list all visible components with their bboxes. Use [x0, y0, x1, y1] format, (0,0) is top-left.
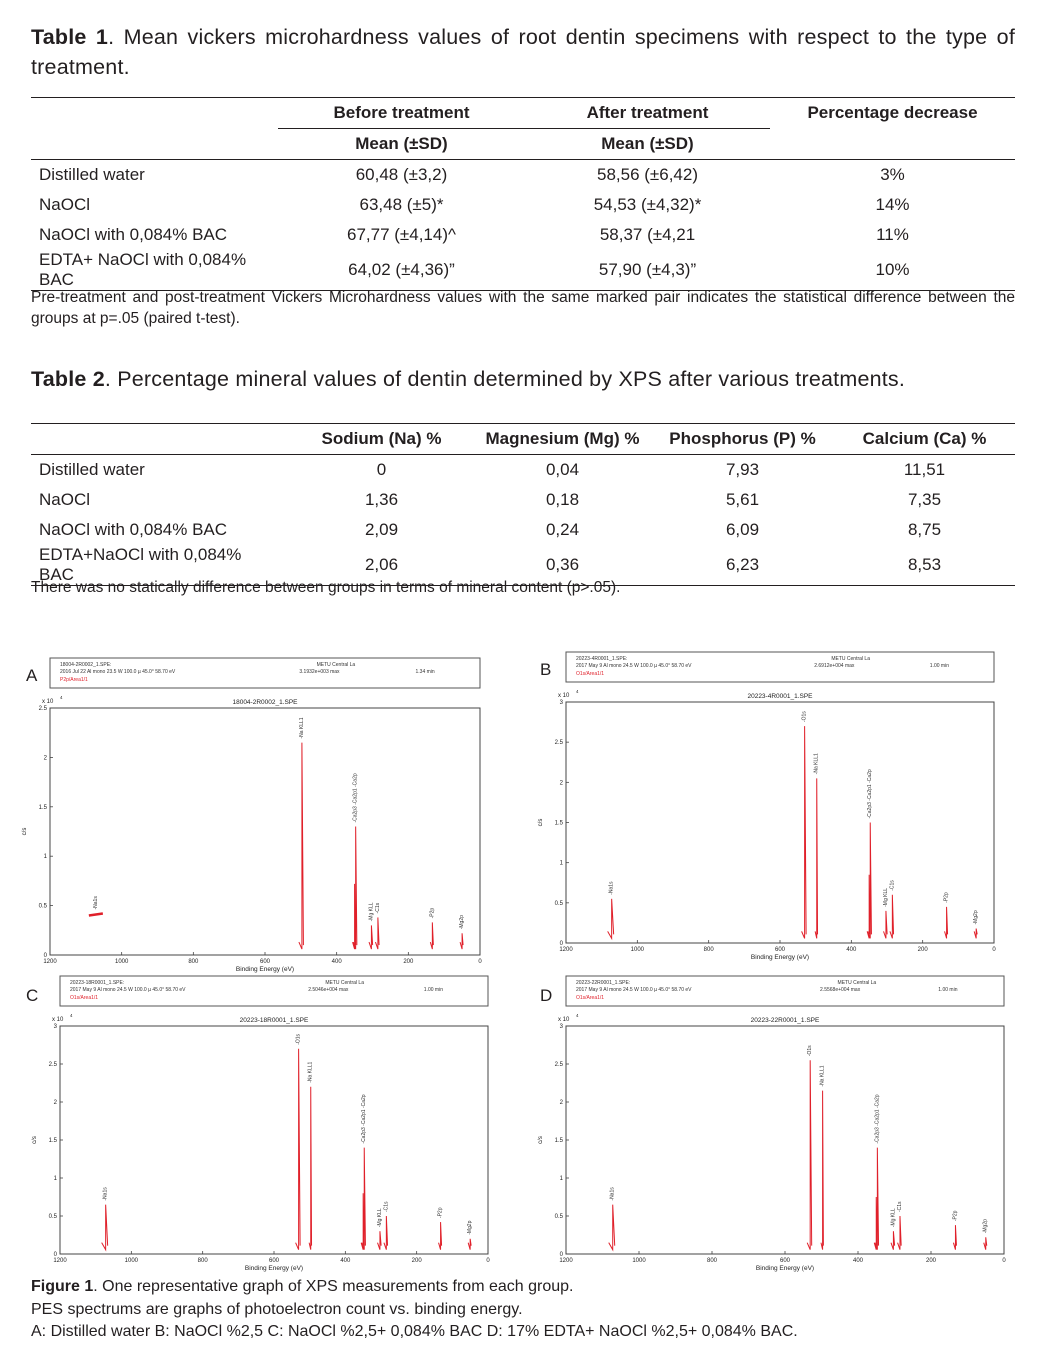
panel-b-info-region: O1s/Area1/1	[576, 671, 605, 677]
xps-spectrum-d	[538, 974, 1020, 1276]
table1-cell-group: NaOCl	[39, 195, 91, 214]
panel-d-plot-frame	[566, 1026, 1004, 1254]
panel-d-peak-label-p2p: -P2p	[952, 1210, 959, 1222]
table2-cell-ca: 8,53	[907, 555, 942, 574]
table2-cell-mg: 0,04	[545, 460, 580, 479]
panel-c-peak-label-o1s: -O1s	[295, 1033, 302, 1045]
table2-cell-mg: 0,24	[545, 520, 580, 539]
table2-header-ca: Calcium (Ca) %	[862, 429, 987, 448]
panel-d-peak-label-mgkll: -Mg KLL	[890, 1208, 897, 1228]
table2-caption: Table 2. Percentage mineral values of dentin determined by XPS after various treatments.	[31, 367, 906, 391]
table1-header-mean2: Mean (±SD)	[601, 134, 694, 153]
table2-header-row	[31, 424, 1015, 455]
panel-b-ytick-label: 1	[559, 860, 563, 867]
table1-row	[31, 190, 1015, 220]
panel-a-info-file: 18004-2R0002_1.SPE:	[60, 662, 112, 668]
table2-cell-ca: 8,75	[907, 520, 942, 539]
table2-cell-na: 2,06	[364, 555, 399, 574]
table1-cell-after: 58,56 (±6,42)	[596, 165, 698, 184]
panel-b-xtick-label: 0	[992, 947, 996, 953]
panel-c-peak-label-mgkll: -Mg KLL	[376, 1208, 383, 1228]
panel-c-ytick-label: 0	[53, 1252, 57, 1258]
panel-d-info-institution: METU Central La	[837, 980, 877, 986]
panel-d-xtick-label: 800	[706, 1258, 718, 1264]
panel-d-info-file: 20223-22R0001_1.SPE:	[576, 980, 631, 986]
panel-c-ylabel: c/s	[32, 1136, 38, 1144]
table2-cell-na: 0	[376, 460, 387, 479]
panel-a-info-max: 3.1932e+003 max	[299, 669, 340, 675]
table2-cell-group: EDTA+NaOCl with 0,084% BAC	[39, 545, 242, 584]
panel-d-xtick-label: 600	[779, 1258, 791, 1264]
table2-cell-ca: 7,35	[907, 490, 942, 509]
table1-cell-pct: 11%	[876, 225, 909, 244]
panel-b-peak-label-c1s: -C1s	[889, 880, 896, 891]
panel-d-info-date: 2017 May 9 Al mono 24.5 W 100.0 µ 45.0° 58.70 eV	[576, 987, 692, 993]
table1	[31, 97, 1015, 291]
panel-c-ytick-label: 0.5	[48, 1214, 57, 1220]
panel-d-ytick-label: 1	[559, 1176, 563, 1182]
panel-a-info-region: P2p/Area1/1	[60, 677, 88, 683]
panel-a-xtick-label: 800	[188, 959, 199, 965]
panel-a-plot-title: 18004-2R0002_1.SPE	[232, 699, 298, 706]
panel-d-exponent: x 10	[558, 1017, 570, 1023]
panel-c-ytick-label: 2.5	[48, 1062, 57, 1068]
panel-a-peak-label-mgkll: -Mg KLL	[368, 902, 375, 922]
panel-c-peak-label-c1s: -C1s	[383, 1201, 390, 1212]
panel-d-peak-label-o1s: -O1s	[807, 1045, 814, 1057]
panel-b-info-institution: METU Central La	[831, 656, 870, 662]
panel-d-xlabel: Binding Energy (eV)	[755, 1265, 815, 1272]
table1-cell-before: 63,48 (±5)*	[359, 195, 444, 214]
panel-b-ytick-label: 0	[559, 941, 563, 947]
table1-cell-pct: 3%	[880, 165, 905, 184]
panel-d-xtick-label: 200	[925, 1258, 937, 1264]
table1-header-mean1: Mean (±SD)	[355, 134, 448, 153]
panel-d-ytick-label: 1.5	[554, 1138, 563, 1144]
panel-b-info-max: 2.6912e+004 max	[814, 663, 855, 669]
panel-c-xlabel: Binding Energy (eV)	[244, 1265, 304, 1272]
panel-c-plot-title: 20223-18R0001_1.SPE	[239, 1017, 309, 1024]
panel-c-info-time: 1.00 min	[423, 987, 443, 993]
table1-cell-pct: 14%	[875, 195, 910, 214]
panel-c-xtick-label: 800	[197, 1258, 208, 1264]
panel-b-letter: B	[540, 660, 552, 679]
panel-b-peak-label-nakll: -Na KLL1	[813, 753, 820, 775]
xps-spectrum-a	[22, 656, 500, 976]
panel-b-xtick-label: 400	[846, 947, 857, 953]
table1-row	[31, 250, 1015, 291]
table2-cell-p: 6,09	[725, 520, 760, 539]
panel-a-peak-label-p2p: -P2p	[429, 907, 436, 919]
panel-b-xtick-label: 1000	[630, 947, 645, 953]
panel-c-xtick-label: 1200	[53, 1258, 67, 1264]
table2-cell-mg: 0,36	[545, 555, 580, 574]
panel-a-ytick-label: 0	[43, 953, 47, 959]
table2-cell-p: 7,93	[725, 460, 760, 479]
panel-a-ytick-label: 1	[43, 854, 47, 861]
table1-cell-before: 64,02 (±4,36)”	[348, 260, 455, 279]
panel-c-exponent-power: 4	[70, 1013, 73, 1018]
panel-d-ytick-label: 0	[559, 1252, 563, 1258]
panel-c-ytick-label: 1	[53, 1176, 57, 1182]
panel-a-peak-label-nakll: -Na KLL1	[298, 717, 305, 739]
table1-cell-group: NaOCl with 0,084% BAC	[39, 225, 228, 244]
panel-b-exponent: x 10	[558, 693, 570, 699]
panel-c-peak-label-p2p: -P2p	[437, 1207, 444, 1219]
table1-cell-after: 54,53 (±4,32)*	[593, 195, 702, 214]
panel-b-xtick-label: 600	[774, 947, 786, 953]
panel-b-ytick-label: 2.5	[554, 740, 563, 747]
panel-d-info-region: O1s/Area1/1	[576, 995, 605, 1001]
xps-spectrum-c	[32, 974, 505, 1276]
table1-note: Pre-treatment and post-treatment Vickers Microhardness values with the same marked pair indicates the statistical difference between the groups at p=.05 (paired t-test).	[31, 289, 1015, 327]
panel-a-letter: A	[26, 666, 38, 685]
figure-caption-line3: A: Distilled water B: NaOCl %2,5 C: NaOCl %2,5+ 0,084% BAC D: 17% EDTA+ NaOCl %2,5+ 0,084% BAC.	[31, 1323, 798, 1340]
table1-cell-group: EDTA+ NaOCl with 0,084% BAC	[39, 250, 247, 289]
panel-c-info-max: 2.5046e+004 max	[308, 987, 349, 993]
panel-a-xtick-label: 600	[259, 959, 271, 965]
panel-d-xtick-label: 1200	[559, 1258, 573, 1264]
panel-a-peak-label-c1s: -C1s	[374, 902, 381, 914]
panel-c-xtick-label: 200	[411, 1258, 422, 1264]
xps-spectrum-b	[538, 650, 1020, 965]
panel-b-peak-label-p2p: -P2p	[943, 892, 950, 903]
panel-b-ytick-label: 0.5	[554, 900, 563, 907]
panel-c-info-file: 20223-18R0001_1.SPE:	[70, 980, 125, 986]
panel-a-peak-label-na1s: -Na1s	[92, 896, 99, 910]
panel-c-ytick-label: 3	[53, 1024, 57, 1030]
panel-a-exponent: x 10	[42, 699, 54, 705]
panel-d-ytick-label: 2.5	[554, 1062, 563, 1068]
panel-b-peak-label-mg2p: -Mg2p	[973, 910, 980, 925]
table2-cell-na: 2,09	[364, 520, 399, 539]
panel-d-xtick-label: 400	[852, 1258, 864, 1264]
panel-d-peak-label-c1s: -C1s	[896, 1201, 903, 1212]
panel-a-ytick-label: 2.5	[38, 706, 47, 712]
panel-a-xtick-label: 200	[403, 959, 414, 965]
panel-b-xtick-label: 800	[703, 947, 714, 953]
panel-b-peak-label-o1s: -O1s	[801, 711, 808, 723]
panel-c-info-region: O1s/Area1/1	[70, 995, 99, 1001]
panel-a-ytick-label: 2	[43, 755, 47, 762]
table2-cell-group: NaOCl with 0,084% BAC	[39, 520, 228, 539]
panel-b-info-file: 20223-4R0001_1.SPE:	[576, 656, 628, 662]
panel-a-xtick-label: 0	[478, 959, 482, 965]
panel-b-peak-label-ca2p: -Ca2p3 -Ca2p1 -Ca2p	[867, 769, 874, 819]
panel-a-plot-frame	[50, 708, 480, 955]
panel-b-ytick-label: 2	[559, 780, 563, 787]
table2-cell-group: NaOCl	[39, 490, 91, 509]
table2-cell-ca: 11,51	[903, 460, 946, 479]
table1-header-after: After treatment	[525, 98, 770, 129]
table2-header-p: Phosphorus (P) %	[669, 429, 816, 448]
panel-b-plot-title: 20223-4R0001_1.SPE	[747, 693, 813, 700]
panel-c-letter: C	[26, 986, 39, 1005]
panel-c-ytick-label: 1.5	[48, 1138, 57, 1144]
panel-b-xlabel: Binding Energy (eV)	[750, 954, 810, 961]
table1-label: Table 1	[31, 25, 109, 49]
panel-c-plot-frame	[60, 1026, 488, 1254]
panel-a-xtick-label: 1200	[43, 959, 57, 965]
panel-b-peak-label-na1s: -Na1s	[608, 881, 615, 895]
panel-b-ytick-label: 1.5	[554, 820, 563, 827]
table2-cell-mg: 0,18	[545, 490, 580, 509]
table1-header-row	[31, 98, 1015, 129]
panel-c-xtick-label: 400	[340, 1258, 351, 1264]
panel-c-peak-label-ca2p: -Ca2p3 -Ca2p1 -Ca2p	[361, 1094, 368, 1144]
panel-c-xtick-label: 1000	[124, 1258, 139, 1264]
panel-b-xtick-label: 200	[917, 947, 928, 953]
panel-c-exponent: x 10	[52, 1017, 64, 1023]
panel-d-letter: D	[540, 986, 553, 1005]
panel-d-plot-title: 20223-22R0001_1.SPE	[750, 1017, 820, 1024]
panel-d-exponent-power: 4	[576, 1013, 579, 1018]
panel-b-peak-label-mgkll: -Mg KLL	[882, 887, 889, 907]
table1-cell-group: Distilled water	[39, 165, 145, 184]
panel-a-ytick-label: 0.5	[38, 903, 47, 910]
table2-note: There was no statically difference between groups in terms of mineral content (p>.05).	[31, 579, 621, 596]
table1-subheader-row	[31, 129, 1015, 160]
table1-cell-after: 57,90 (±4,3)”	[598, 260, 697, 279]
panel-a-peak-label-mg2p: -Mg2p	[459, 915, 466, 930]
panel-c-peak-label-mg2p: -Mg2p	[467, 1220, 474, 1235]
figure-label: Figure 1	[31, 1278, 94, 1295]
table2-header-na: Sodium (Na) %	[321, 429, 442, 448]
panel-c-peak-label-na1s: -Na1s	[102, 1187, 109, 1201]
panel-a-xlabel: Binding Energy (eV)	[235, 966, 295, 973]
panel-b-plot-frame	[566, 702, 994, 943]
panel-d-peak-label-nakll: -Na KLL1	[819, 1065, 826, 1087]
table1-row	[31, 160, 1015, 191]
panel-a-info-time: 1.34 min	[415, 669, 435, 675]
panel-d-info-time: 1.00 min	[938, 987, 958, 993]
table1-cell-pct: 10%	[875, 260, 910, 279]
panel-a-exponent-power: 4	[60, 695, 63, 700]
panel-a-ylabel: c/s	[22, 827, 28, 836]
table1-row	[31, 220, 1015, 250]
panel-b-info-time: 1.00 min	[929, 663, 949, 669]
panel-c-info-date: 2017 May 9 Al mono 24.5 W 100.0 µ 45.0° 58.70 eV	[70, 987, 186, 993]
table2-row	[31, 515, 1015, 545]
table1-cell-after: 58,37 (±4,21	[599, 225, 696, 244]
panel-d-peak-label-na1s: -Na1s	[609, 1187, 616, 1201]
table2-row	[31, 455, 1015, 486]
table2-cell-na: 1,36	[364, 490, 399, 509]
panel-d-peak-label-mg2p: -Mg2p	[982, 1219, 989, 1234]
table1-caption: Table 1. Mean vickers microhardness values of root dentin specimens with respect to the type of treatment.	[31, 25, 1016, 79]
table1-cell-before: 67,77 (±4,14)^	[347, 225, 456, 244]
panel-a-peak-label-ca2p: -Ca2p3 -Ca2p1 -Ca2p	[352, 773, 359, 823]
panel-b-ylabel: c/s	[538, 818, 544, 827]
panel-d-ytick-label: 0.5	[554, 1214, 563, 1220]
table2	[31, 423, 1015, 586]
panel-a-xtick-label: 400	[331, 959, 342, 965]
panel-c-info-institution: METU Central La	[325, 980, 364, 986]
table1-header-before: Before treatment	[278, 98, 525, 129]
panel-c-ytick-label: 2	[53, 1100, 57, 1106]
panel-b-ytick-label: 3	[559, 700, 563, 706]
table1-header-pct: Percentage decrease	[807, 103, 978, 123]
panel-d-info-max: 2.5568e+004 max	[820, 987, 861, 993]
table2-cell-p: 6,23	[725, 555, 760, 574]
panel-a-info-institution: METU Central La	[316, 662, 356, 668]
panel-d-ytick-label: 3	[559, 1024, 563, 1030]
table2-label: Table 2	[31, 367, 105, 391]
table2-header-mg: Magnesium (Mg) %	[485, 429, 640, 448]
panel-d-ylabel: c/s	[538, 1136, 544, 1144]
panel-b-xtick-label: 1200	[559, 947, 573, 953]
panel-a-info-date: 2016 Jul 22 Al mono 23.5 W 100.0 µ 45.0° 58.70 eV	[60, 669, 176, 675]
table2-cell-group: Distilled water	[39, 460, 145, 479]
figure-caption: Figure 1. One representative graph of XPS measurements from each group. PES spectrums are graphs of photoelectron count vs. binding energy. A: Distilled water B: NaOCl %2,5 C: NaOCl %2,5+ 0,084% BAC D: 17% EDTA+ NaOCl %2,5+ 0,084% BAC.	[31, 1276, 1021, 1344]
panel-d-peak-label-ca2p: -Ca2p3 -Ca2p1 -Ca2p	[874, 1094, 881, 1144]
panel-b-exponent-power: 4	[576, 689, 579, 694]
panel-a-xtick-label: 1000	[114, 959, 129, 965]
panel-c-peak-label-nakll: -Na KLL1	[307, 1061, 314, 1083]
panel-c-xtick-label: 0	[486, 1258, 490, 1264]
figure-caption-line2: PES spectrums are graphs of photoelectron count vs. binding energy.	[31, 1300, 523, 1318]
panel-d-ytick-label: 2	[559, 1100, 563, 1106]
panel-d-xtick-label: 0	[1002, 1258, 1006, 1264]
table1-cell-before: 60,48 (±3,2)	[355, 165, 448, 184]
panel-c-xtick-label: 600	[268, 1258, 280, 1264]
panel-a-ytick-label: 1.5	[38, 804, 47, 811]
table2-cell-p: 5,61	[725, 490, 760, 509]
panel-b-info-date: 2017 May 9 Al mono 24.5 W 100.0 µ 45.0° 58.70 eV	[576, 663, 692, 669]
table2-row	[31, 485, 1015, 515]
panel-d-xtick-label: 1000	[632, 1258, 646, 1264]
